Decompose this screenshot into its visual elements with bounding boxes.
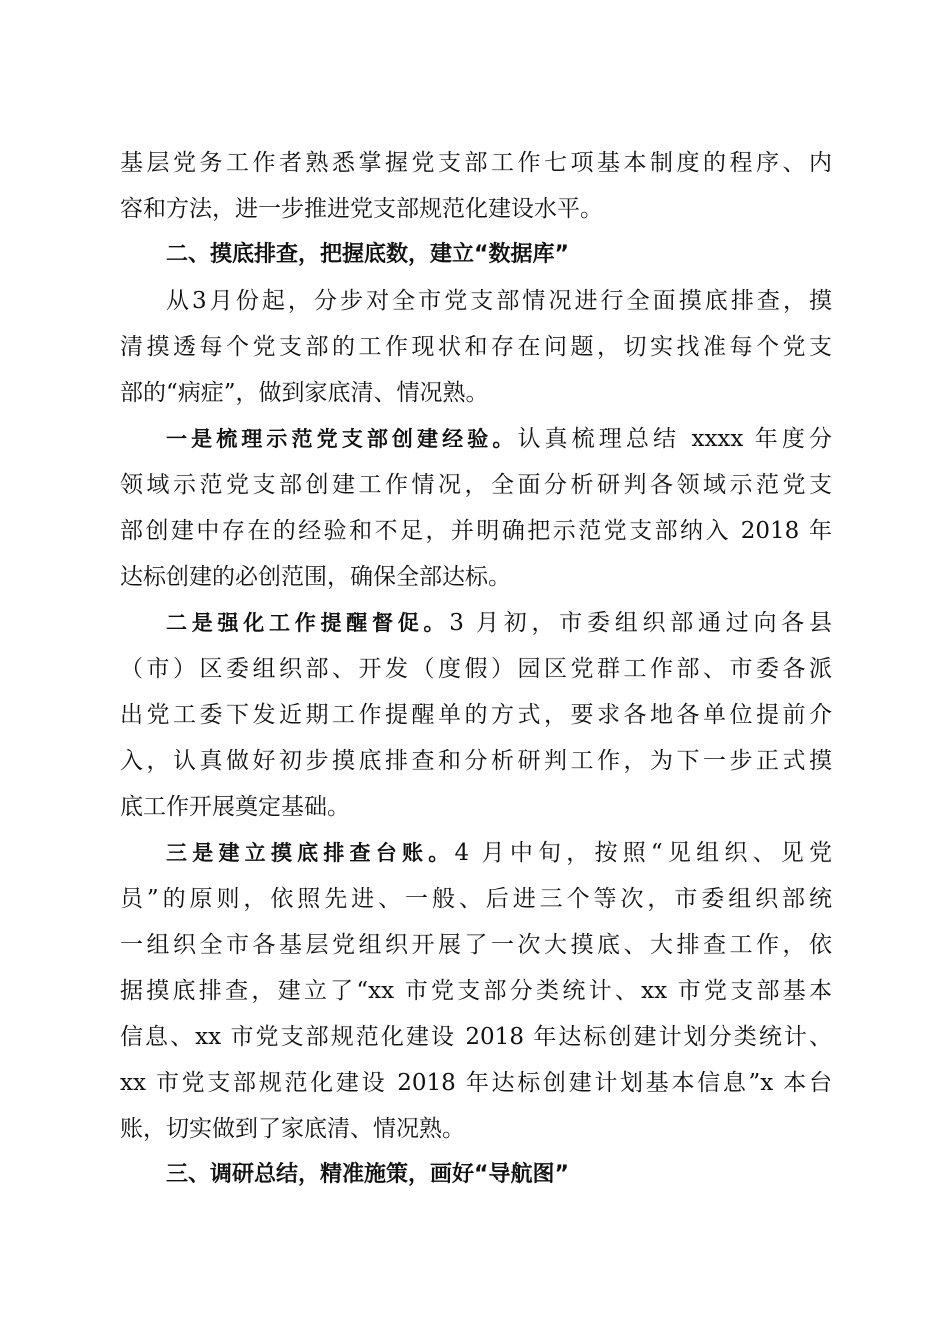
paragraph (120, 416, 832, 600)
text-run: 认真梳理总结 xxxx 年度分 (517, 426, 832, 452)
text-run: 3 月初，市委组织部通过向各县 (449, 610, 833, 636)
paragraph (120, 278, 832, 416)
text-line: 从3月份起，分步对全市党支部情况进行全面摸底排查，摸 (166, 288, 832, 314)
paragraph-intro (120, 140, 832, 232)
text-line: 入，认真做好初步摸底排查和分析研判工作，为下一步正式摸 (120, 748, 832, 774)
text-line (120, 416, 832, 462)
text-line: 信息、xx 市党支部规范化建设 2018 年达标创建计划分类统计、 (120, 1024, 832, 1050)
text-line: 清摸透每个党支部的工作现状和存在问题，切实找准每个党支 (120, 334, 832, 360)
text-line: xx 市党支部规范化建设 2018 年达标创建计划基本信息”x 本台 (120, 1070, 832, 1096)
text-line: 容和方法，进一步推进党支部规范化建设水平。 (120, 196, 603, 222)
text-line: 一组织全市各基层党组织开展了一次大摸底、大排查工作，依 (120, 932, 832, 958)
text-line: 部的“病症”，做到家底清、情况熟。 (120, 380, 489, 406)
text-line (120, 830, 832, 876)
section-heading: 三、调研总结，精准施策，画好“导航图” (166, 1162, 569, 1187)
text-line: 账，切实做到了家底清、情况熟。 (120, 1116, 465, 1142)
paragraph-lead: 一是梳理示范党支部创建经验。 (166, 427, 518, 451)
text-line: 据摸底排查，建立了“xx 市党支部分类统计、xx 市党支部基本 (120, 978, 832, 1004)
section-heading: 二、摸底排查，把握底数，建立“数据库” (166, 242, 569, 267)
paragraph (120, 600, 832, 830)
paragraph (120, 830, 832, 1152)
text-line (120, 600, 832, 646)
document-body (120, 140, 832, 1198)
text-line: （市）区委组织部、开发（度假）园区党群工作部、市委各派 (120, 656, 832, 682)
text-line: 部创建中存在的经验和不足，并明确把示范党支部纳入 2018 年 (120, 518, 832, 544)
paragraph-lead: 三是建立摸底排查台账。 (166, 841, 455, 865)
paragraph-lead: 二是强化工作提醒督促。 (166, 611, 450, 635)
text-line: 基层党务工作者熟悉掌握党支部工作七项基本制度的程序、内 (120, 150, 832, 176)
text-run: 4 月中旬，按照“见组织、见党 (454, 840, 833, 866)
text-line: 员”的原则，依照先进、一般、后进三个等次，市委组织部统 (120, 886, 832, 912)
text-line: 出党工委下发近期工作提醒单的方式，要求各地各单位提前介 (120, 702, 832, 728)
text-line: 达标创建的必创范围，确保全部达标。 (120, 564, 511, 590)
text-line: 领域示范党支部创建工作情况，全面分析研判各领域示范党支 (120, 472, 832, 498)
text-line: 底工作开展奠定基础。 (120, 794, 350, 820)
